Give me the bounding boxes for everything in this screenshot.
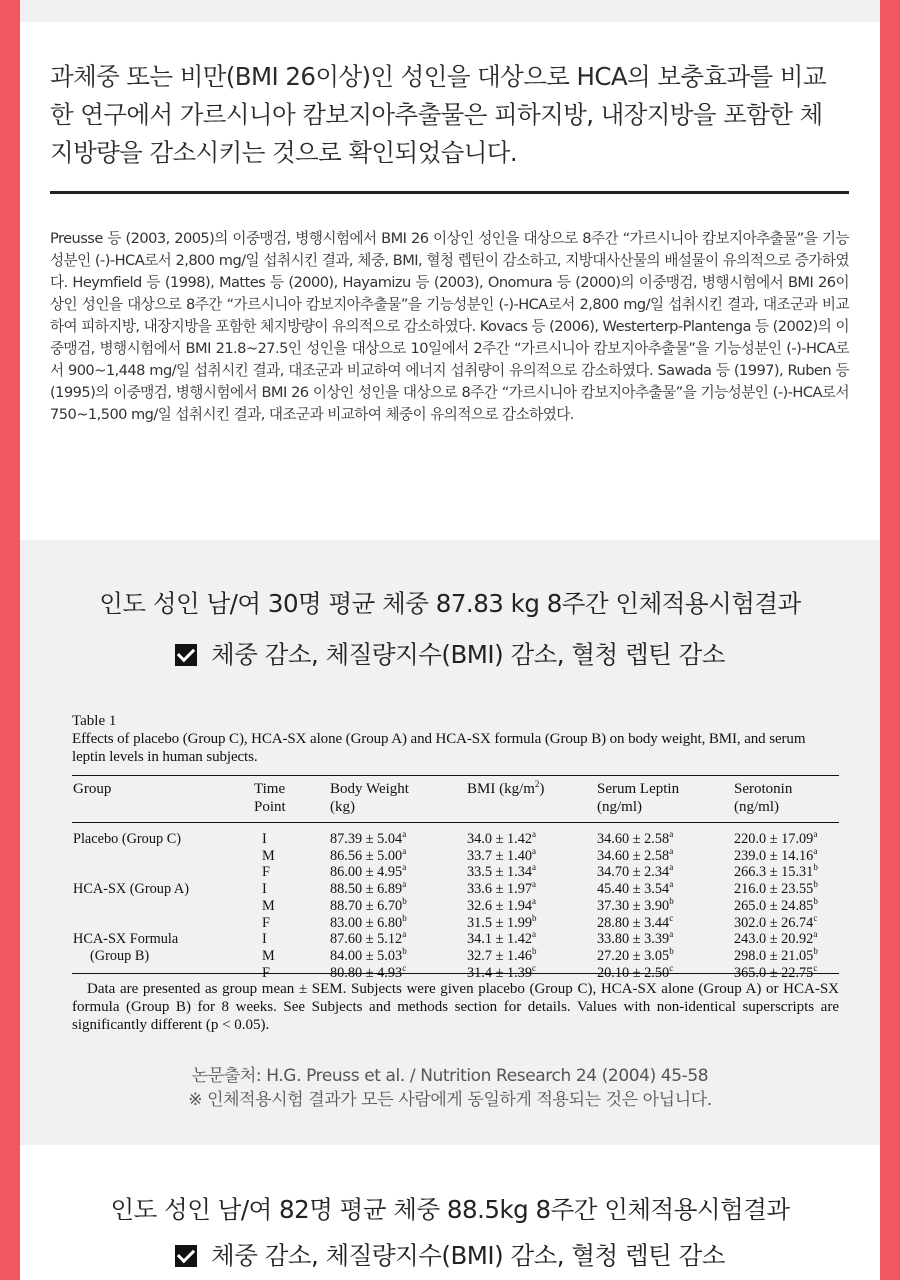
th-serotonin: Serotonin (ng/ml) [734,781,793,815]
th-bmi: BMI $(kg/m^2)$ [467,779,545,797]
paper-table-figure [72,712,839,1034]
cell-serotonin: 220.0 ± 17.09$^a$ [734,829,818,847]
cell-bmi: 34.0 ± 1.42$^a$ [467,829,537,847]
study1-section [20,540,880,1145]
study1-result-text: 체중 감소, 체질량지수(BMI) 감소, 혈청 렙틴 감소 [211,640,725,669]
intro-section [20,22,880,540]
study2-result [20,1239,880,1273]
cell-body-weight: 84.00 ± 5.03$^b$ [330,946,407,964]
cell-body-weight: 86.56 ± 5.00$^a$ [330,845,407,864]
study2-heading: 인도 성인 남/여 82명 평균 체중 88.5kg 8주간 인체적용시험결과 [110,1195,790,1224]
cell-serum-leptin: 34.70 ± 2.34$^a$ [597,862,674,881]
cell-bmi: 31.5 ± 1.99$^b$ [467,912,537,931]
cell-bmi: 31.4 ± 1.39$^c$ [467,962,537,981]
cell-bmi: 33.5 ± 1.34$^a$ [467,862,537,881]
intro-body: Preusse 등 (2003, 2005)의 이중맹검, 병행시험에서 BMI 26 이상인 성인을 대상으로 8주간 “가르시니아 캄보지아추출물”을 기능성분인 (-)-HCA로서 2,800 mg/일 섭취시킨 결과, 체중, BMI, 혈청 렙틴이 감소하고, 지방대사산물의 배설물이 유의적으로 증가하였다. Heymfield 등 (1998), Mattes 등 (2000), Hayamizu 등 (2003), Onomura 등 (2000)의 이중맹검, 병행시험에서 BMI 26이상인 성인을 대상으로 8주간 “가르시니아 캄보지아추출물”을 기능성분인 (-)-HCA로서 2,800 mg/일 섭취시킨 결과, 대조군과 비교하여 피하지방, 내장지방을 포함한 체지방량이 유의적으로 감소하였다. Kovacs 등 (2006), Westerterp-Plantenga 등 (2002)의 이중맹검, 병행시험에서 BMI 21.8~27.5인 성인을 대상으로 10일에서 2주간 “가르시니아 캄보지아추출물”을 기능성분인 (-)-HCA로서 900~1,448 mg/일 섭취시킨 결과, 대조군과 비교하여 에너지 섭취량이 유의적으로 감소하였다. Sawada 등 (1997), Ruben 등 (1995)의 이중맹검, 병행시험에서 BMI 26 이상인 성인을 대상으로 8주간 “가르시니아 캄보지아추출물”을 기능성분인 (-)-HCA로서 750~1,500 mg/일 섭취시킨 결과, 대조군과 비교하여 체중이 유의적으로 감소하였다. [50,230,849,423]
cell-body-weight: 88.70 ± 6.70$^b$ [330,896,407,914]
cell-time-point: F [262,964,270,981]
cell-bmi: 33.6 ± 1.97$^a$ [467,879,537,898]
cell-body-weight: 87.39 ± 5.04$^a$ [330,829,407,847]
cell-serum-leptin: 27.20 ± 3.05$^b$ [597,946,674,964]
cell-bmi: 34.1 ± 1.42$^a$ [467,929,537,948]
th-body-weight: Body Weight (kg) [330,781,409,815]
cell-serum-leptin: 45.40 ± 3.54$^a$ [597,879,674,898]
paper-source: 논문출처: H.G. Preuss et al. / Nutrition Research 24 (2004) 45-58 [191,1066,709,1086]
cell-serum-leptin: 28.80 ± 3.44$^c$ [597,912,674,931]
cell-time-point: F [262,864,270,881]
section-divider [50,191,849,194]
cell-time-point: I [262,931,267,948]
cell-bmi: 32.6 ± 1.94$^a$ [467,896,537,914]
intro-lead: 과체중 또는 비만(BMI 26이상)인 성인을 대상으로 HCA의 보충효과를 비교한 연구에서 가르시니아 캄보지아추출물은 피하지방, 내장지방을 포함한 체지방량을 감소시키는 것으로 확인되었습니다. [50,62,826,167]
table-group-name-line2: (Group B) [90,947,150,964]
cell-body-weight: 87.60 ± 5.12$^a$ [330,929,407,948]
th-serum-leptin: Serum Leptin (ng/ml) [597,781,680,815]
cell-serotonin: 265.0 ± 24.85$^b$ [734,896,818,914]
cell-serotonin: 243.0 ± 20.92$^a$ [734,929,818,948]
table-group-name: Placebo (Group C) [73,831,181,847]
cell-bmi: 32.7 ± 1.46$^b$ [467,946,537,964]
checkbox-icon [175,644,197,666]
study2-result-text: 체중 감소, 체질량지수(BMI) 감소, 혈청 렙틴 감소 [211,1241,725,1270]
cell-serum-leptin: 33.80 ± 3.39$^a$ [597,929,674,948]
cell-time-point: M [262,947,275,964]
cell-bmi: 33.7 ± 1.40$^a$ [467,845,537,864]
cell-serotonin: 239.0 ± 14.16$^a$ [734,845,818,864]
cell-serotonin: 298.0 ± 21.05$^b$ [734,946,818,964]
table-caption: Effects of placebo (Group C), HCA-SX alone (Group A) and HCA-SX formula (Group B) on body weight, BMI, and serum leptin levels in human subjects. [72,731,806,765]
table-body [72,823,839,981]
cell-serotonin: 365.0 ± 22.75$^c$ [734,962,818,981]
cell-time-point: M [262,897,275,914]
cell-body-weight: 86.00 ± 4.95$^a$ [330,862,407,881]
cell-serotonin: 302.0 ± 26.74$^c$ [734,912,818,931]
top-gray-strip [20,0,880,22]
cell-time-point: M [262,847,275,864]
cell-serum-leptin: 37.30 ± 3.90$^b$ [597,896,674,914]
cell-time-point: F [262,914,270,931]
cell-serotonin: 266.3 ± 15.31$^b$ [734,862,818,881]
table-header [72,776,839,823]
disclaimer: ※ 인체적용시험 결과가 모든 사람에게 동일하게 적용되는 것은 아닙니다. [188,1090,712,1110]
cell-serotonin: 216.0 ± 23.55$^b$ [734,879,818,898]
cell-serum-leptin: 34.60 ± 2.58$^a$ [597,845,674,864]
checkbox-icon [175,1245,197,1267]
study1-heading: 인도 성인 남/여 30명 평균 체중 87.83 kg 8주간 인체적용시험결과 [99,589,801,618]
study2-section [20,1145,880,1280]
study1-result [20,638,880,672]
table-group-name: HCA-SX (Group A) [73,881,189,898]
table-label: Table 1 [72,713,117,729]
cell-serum-leptin: 34.60 ± 2.58$^a$ [597,829,674,847]
cell-body-weight: 80.80 ± 4.93$^c$ [330,962,407,981]
table-group-name: HCA-SX Formula [73,931,179,948]
th-time: Time Point [254,781,286,815]
th-group: Group [73,781,112,797]
table-note: Data are presented as group mean ± SEM. Subjects were given placebo (Group C), HCA-SX alone (Group A) or HCA-SX formula (Group B) for 8 weeks. See Subjects and methods section for details. Values with non-identical superscripts are significantly different (p < 0.05). [72,981,839,1033]
cell-time-point: I [262,881,267,898]
cell-body-weight: 88.50 ± 6.89$^a$ [330,879,407,898]
cell-serum-leptin: 20.10 ± 2.50$^c$ [597,962,674,981]
cell-body-weight: 83.00 ± 6.80$^b$ [330,912,407,931]
cell-time-point: I [262,831,267,847]
